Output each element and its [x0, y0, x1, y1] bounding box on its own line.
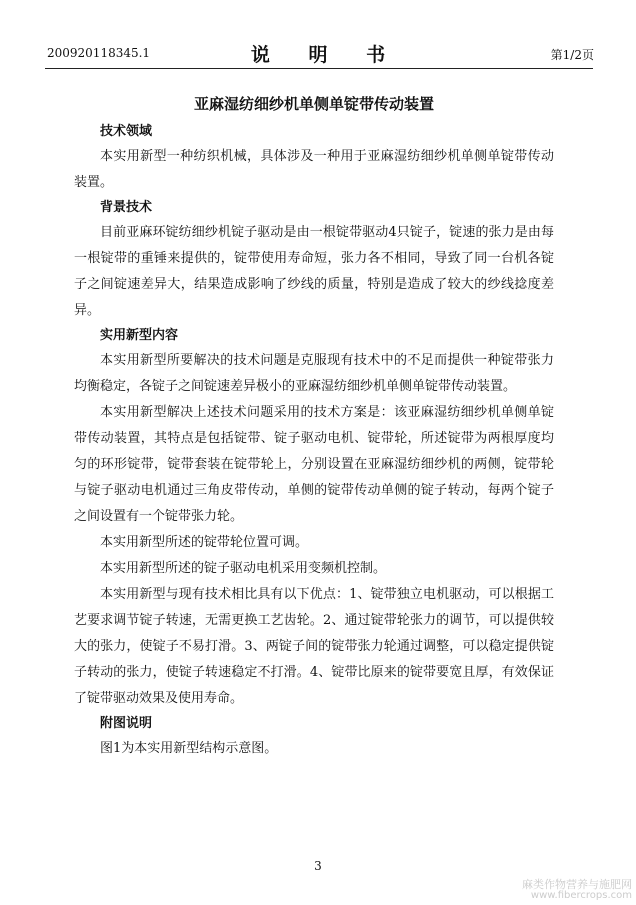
paragraph: 本实用新型一种纺织机械，具体涉及一种用于亚麻湿纺细纱机单侧单锭带传动装置。 — [74, 149, 554, 190]
document-title: 亚麻湿纺细纱机单侧单锭带传动装置 — [193, 95, 434, 113]
section-background — [74, 196, 554, 324]
paragraph: 本实用新型与现有技术相比具有以下优点：1、锭带独立电机驱动，可以根据工艺要求调节锭子转速，无需更换工艺齿轮。2、通过锭带轮张力的调节，可以提供较大的张力，使锭子不易打滑。3、两锭子间的锭带张力轮通过调整，可以稳定提供锭子转动的张力，使锭子转速稳定不打滑。4、锭带比原来的锭带要宽且厚，有效保证了锭带驱动效果及使用寿命。 — [74, 587, 554, 706]
paragraph: 目前亚麻环锭纺细纱机锭子驱动是由一根锭带驱动4只锭子，锭速的张力是由每一根锭带的重锤来提供的，锭带使用寿命短，张力各不相同，导致了同一台机各锭子之间锭速差异大，结果造成影响了纱线的质量，特别是造成了较大的纱线捻度差异。 — [74, 225, 554, 318]
section-heading: 技术领域 — [100, 124, 153, 139]
paragraph: 图1为本实用新型结构示意图。 — [100, 741, 278, 756]
page-header-title: 说 明 书 — [250, 44, 402, 66]
page-number: 3 — [314, 859, 322, 873]
section-heading: 附图说明 — [100, 716, 153, 731]
document-number: 200920118345.1 — [47, 46, 151, 60]
header-divider — [45, 68, 593, 69]
watermark-site-name: 麻类作物营养与施肥网 — [522, 878, 632, 891]
section-content — [74, 324, 554, 712]
paragraph: 本实用新型所述的锭带轮位置可调。 — [100, 535, 309, 550]
paragraph: 本实用新型解决上述技术问题采用的技术方案是：该亚麻湿纺细纱机单侧单锭带传动装置，其特点是包括锭带、锭子驱动电机、锭带轮，所述锭带为两根厚度均匀的环形锭带，锭带套装在锭带轮上，分别设置在亚麻湿纺细纱机的两侧，锭带轮与锭子驱动电机通过三角皮带传动，单侧的锭带传动单侧的锭子转动，每两个锭子之间设置有一个锭带张力轮。 — [74, 405, 554, 524]
watermark-url: www.fibercrops.com — [530, 890, 632, 901]
page-info: 第1/2页 — [550, 48, 594, 62]
paragraph: 本实用新型所述的锭子驱动电机采用变频机控制。 — [100, 561, 387, 576]
section-drawings — [74, 712, 554, 762]
section-heading: 背景技术 — [100, 200, 153, 215]
paragraph: 本实用新型所要解决的技术问题是克服现有技术中的不足而提供一种锭带张力均衡稳定，各锭子之间锭速差异极小的亚麻湿纺细纱机单侧单锭带传动装置。 — [74, 353, 554, 394]
section-heading: 实用新型内容 — [100, 328, 179, 343]
document-body — [74, 92, 554, 762]
section-technical-field — [74, 120, 554, 196]
